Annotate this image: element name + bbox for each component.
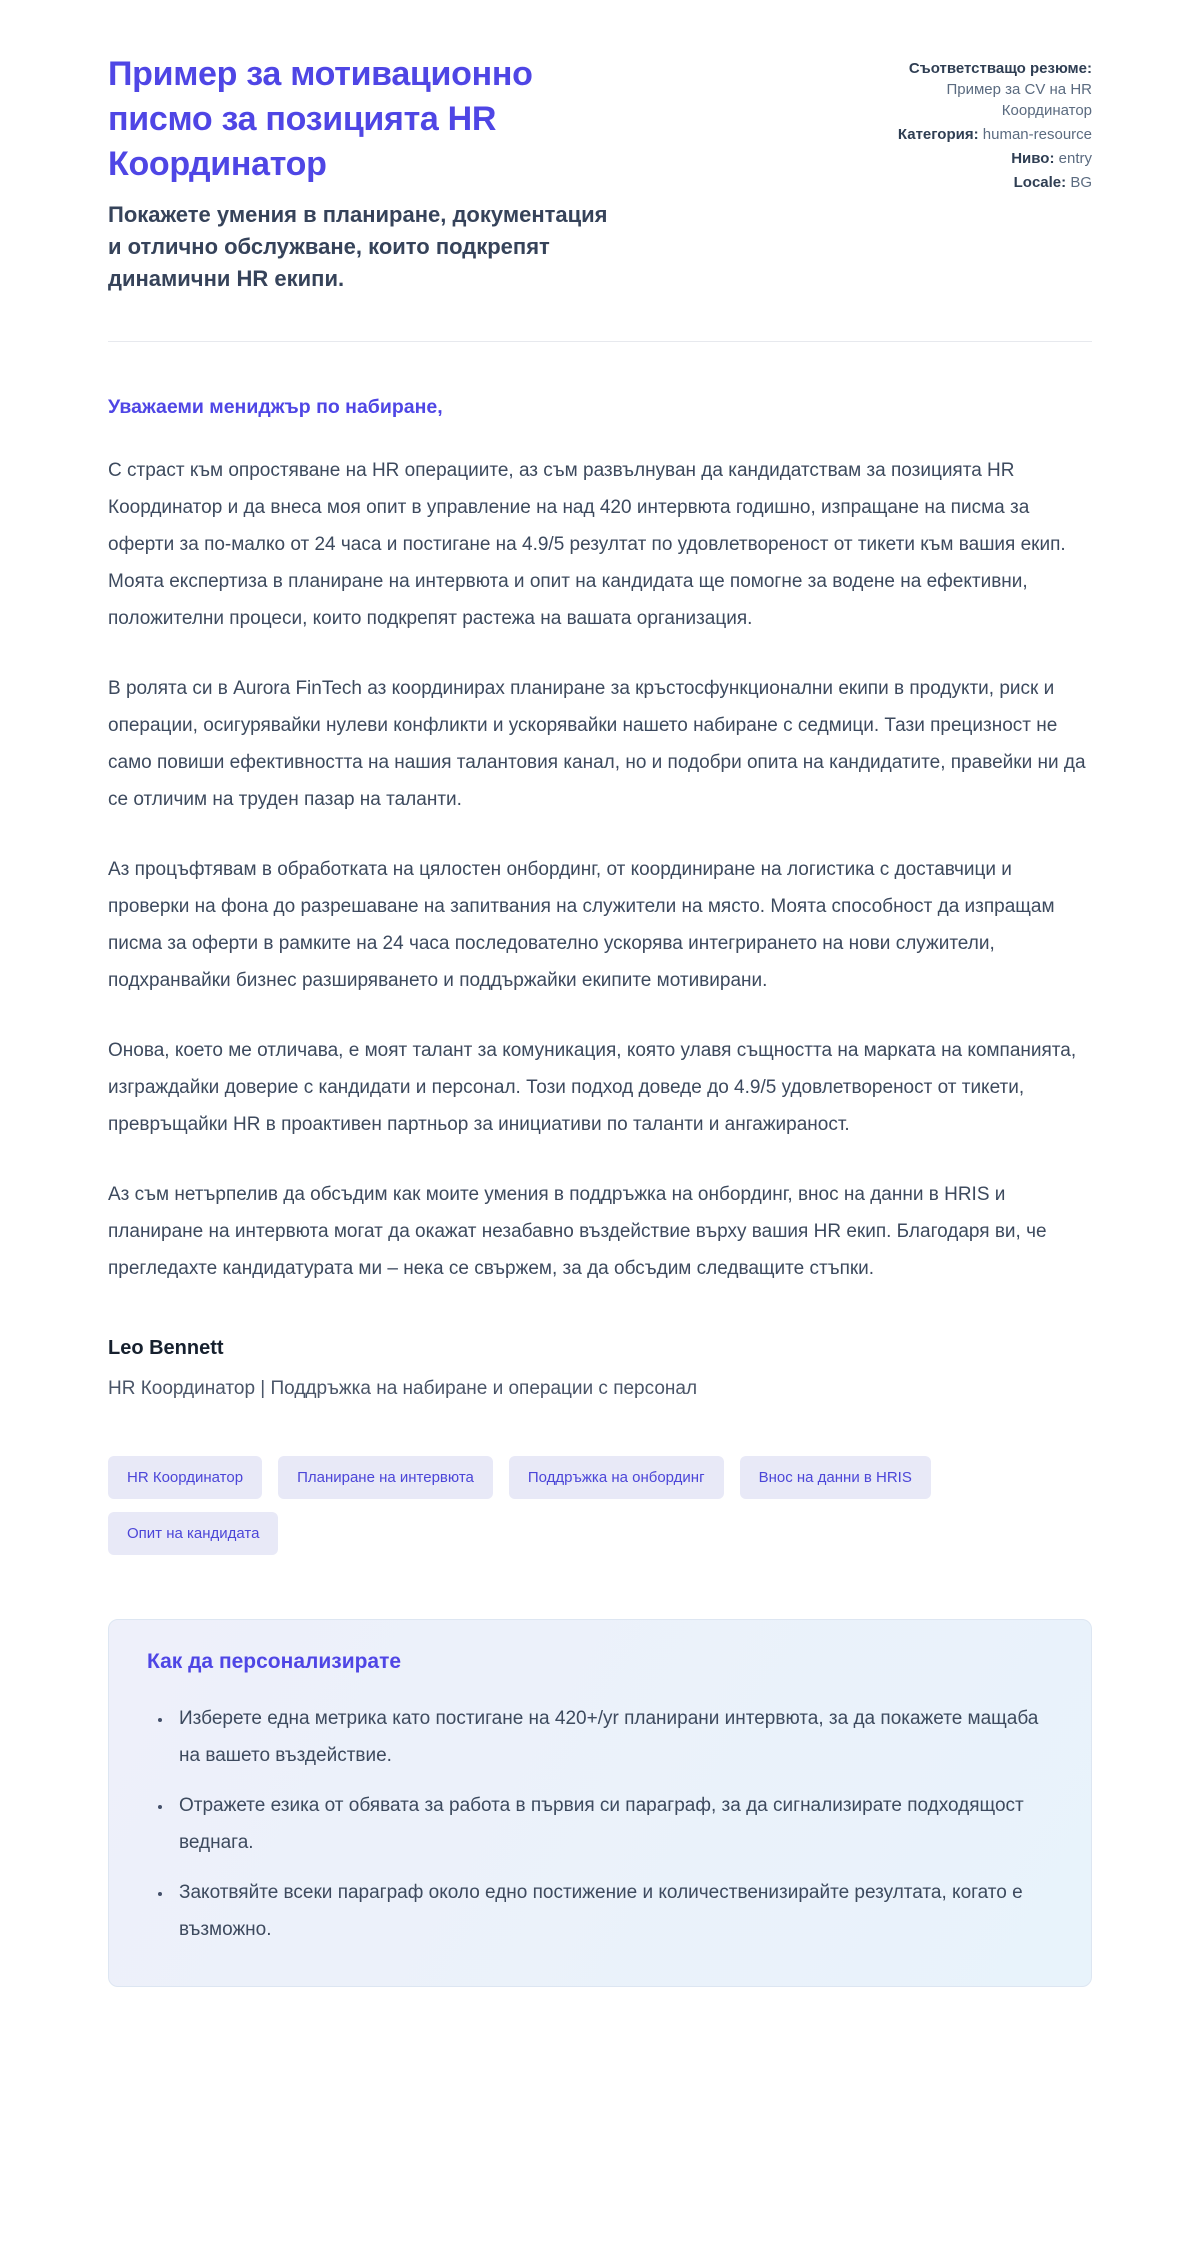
letter-paragraph: Аз съм нетърпелив да обсъдим как моите умения в поддръжка на онбординг, внос на данни в HRIS и планиране на интервюта могат да окажат незабавно въздействие върху вашия HR екип. Благодаря ви, че прегледахте кандидатурата ми – нека се свържем, за да обсъдим следващите стъпки. (108, 1184, 1047, 1279)
tip-item: • Отражете езика от обявата за работа в първия си параграф, за да сигнализирате подходящост веднага. (173, 1787, 1053, 1861)
personalization-tips-box (108, 1619, 1092, 1987)
page-header (108, 52, 1092, 295)
skill-tags (108, 1456, 1092, 1555)
meta-value: BG (1070, 174, 1092, 191)
meta-item (894, 172, 1092, 193)
meta-item (894, 124, 1092, 145)
page-subtitle: Покажете умения в планиране, документация и отлично обслужване, които подкрепят динамични HR екипи. (108, 202, 608, 291)
meta-value: Пример за CV на HR Координатор (946, 81, 1092, 119)
page-title: Пример за мотивационно писмо за позицията HR Координатор (108, 55, 533, 183)
skill-tag[interactable]: Внос на данни в HRIS (740, 1456, 931, 1499)
letter-paragraph: С страст към опростяване на HR операциите, аз съм развълнуван да кандидатствам за позицията HR Координатор и да внеса моя опит в управление на над 420 интервюта годишно, изпращане на писма за оферти за по-малко от 24 часа и постигане на 4.9/5 резултат по удовлетвореност от тикети към вашия екип. Моята експертиза в планиране на интервюта и опит на кандидата ще помогне за водене на ефективни, положителни процеси, които подкрепят растежа на вашата организация. (108, 460, 1066, 629)
header-divider (108, 341, 1092, 342)
meta-value: entry (1058, 150, 1092, 167)
skill-tag[interactable]: Поддръжка на онбординг (509, 1456, 724, 1499)
skill-tag[interactable]: Опит на кандидата (108, 1512, 278, 1555)
resume-meta-panel (894, 58, 1092, 196)
letter-greeting: Уважаеми мениджър по набиране, (108, 396, 443, 418)
letter-paragraphs (108, 452, 1092, 1287)
tip-item: • Изберете една метрика като постигане на 420+/yr планирани интервюта, за да покажете мащаба на вашето въздействие. (173, 1700, 1053, 1774)
signature-role: HR Координатор | Поддръжка на набиране и операции с персонал (108, 1378, 698, 1399)
tips-list (147, 1700, 1053, 1948)
letter-paragraph: Аз процъфтявам в обработката на цялостен онбординг, от координиране на логистика с доставчици и проверки на фона до разрешаване на запитвания на служители на място. Моята способност да изпращам писма за оферти в рамките на 24 часа последователно ускорява интегрирането на нови служители, подхранвайки бизнес разширяването и поддържайки екипите мотивирани. (108, 859, 1055, 991)
meta-label: Locale: (1013, 174, 1067, 191)
meta-label: Съответстващо резюме: (908, 60, 1092, 77)
meta-item (894, 58, 1092, 121)
meta-value: human-resource (982, 126, 1092, 143)
skill-tag[interactable]: HR Координатор (108, 1456, 262, 1499)
header-title-block (108, 52, 613, 295)
tip-item: • Закотвяйте всеки параграф около едно постижение и количественизирайте резултата, когато е възможно. (173, 1874, 1053, 1948)
letter-paragraph: Онова, което ме отличава, е моят талант за комуникация, която улавя същността на марката на компанията, изграждайки доверие с кандидати и персонал. Този подход доведе до 4.9/5 удовлетвореност от тикети, превръщайки HR в проактивен партньор за инициативи по таланти и ангажираност. (108, 1040, 1077, 1135)
meta-label: Ниво: (1011, 150, 1055, 167)
letter-body (108, 396, 1092, 1987)
meta-label: Категория: (897, 126, 979, 143)
letter-paragraph: В ролята си в Aurora FinTech аз координирах планиране за кръстосфункционални екипи в продукти, риск и операции, осигурявайки нулеви конфликти и ускорявайки нашето набиране с седмици. Тази прецизност не само повиши ефективността на нашия талантовия канал, но и подобри опита на кандидатите, правейки ни да се отличим на труден пазар на таланти. (108, 678, 1086, 810)
tips-title: Как да персонализирате (147, 1650, 402, 1673)
signature-name: Leo Bennett (108, 1337, 224, 1359)
skill-tag[interactable]: Планиране на интервюта (278, 1456, 493, 1499)
meta-item (894, 148, 1092, 169)
